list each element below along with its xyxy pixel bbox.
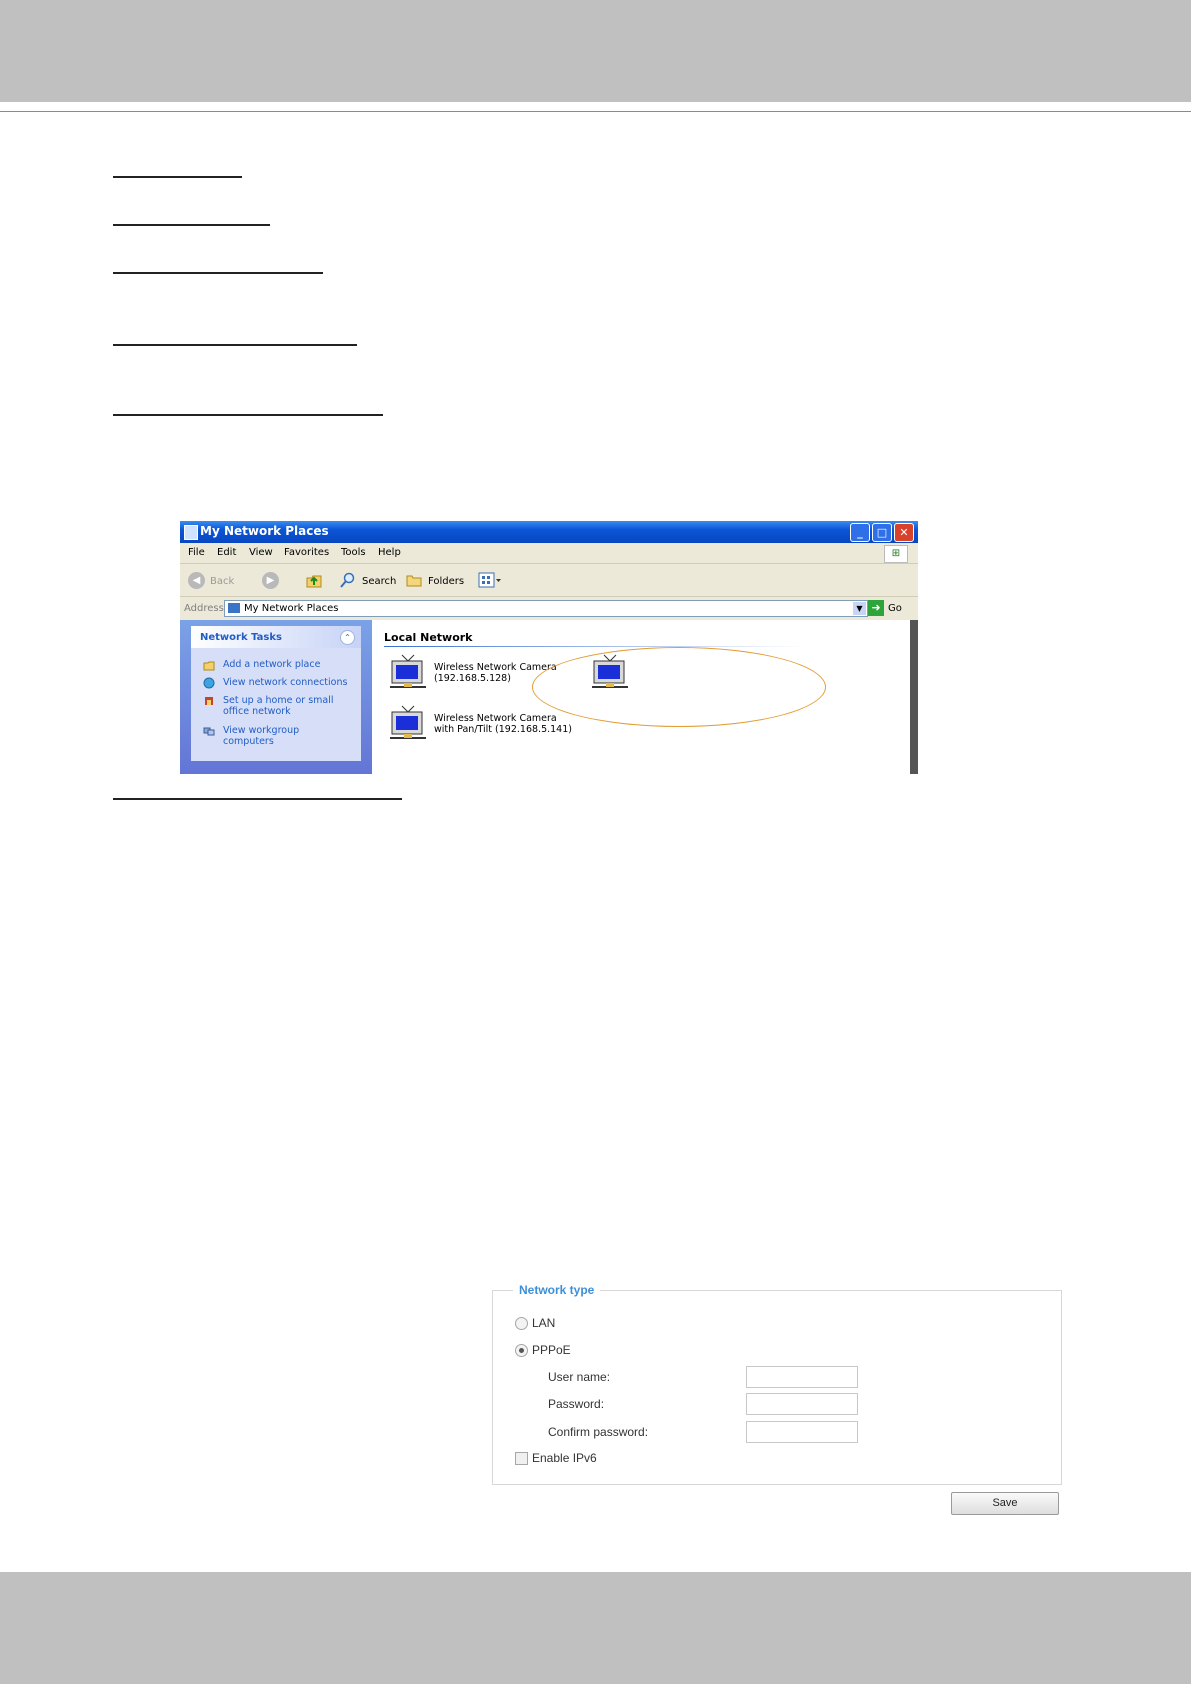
underline-4 (113, 344, 357, 346)
views-icon[interactable] (478, 572, 502, 588)
menu-bar (180, 543, 918, 564)
go-label[interactable]: Go (888, 603, 902, 614)
folders-label[interactable]: Folders (428, 576, 465, 587)
page-footer-band (0, 1572, 1191, 1684)
lan-radio[interactable] (515, 1317, 528, 1330)
menu-favorites[interactable]: Favorites (284, 547, 330, 558)
back-label[interactable]: Back (210, 576, 235, 587)
menu-file[interactable]: File (188, 547, 205, 558)
explorer-window (180, 521, 918, 774)
forward-arrow-icon[interactable]: ▶ (262, 572, 279, 589)
address-bar (180, 597, 918, 619)
back-arrow-icon[interactable]: ◀ (188, 572, 205, 589)
password-input[interactable] (746, 1393, 858, 1415)
underline-3 (113, 272, 323, 274)
enable-ipv6-label: Enable IPv6 (532, 1451, 597, 1465)
network-camera-icon[interactable] (386, 647, 430, 691)
network-type-legend: Network type (513, 1283, 600, 1297)
task-view-workgroup[interactable] (203, 725, 353, 747)
network-type-fieldset (492, 1283, 1062, 1485)
network-tasks-title: Network Tasks (200, 632, 282, 643)
search-icon[interactable] (340, 572, 356, 588)
network-connections-icon (203, 677, 215, 689)
search-label[interactable]: Search (362, 576, 397, 587)
save-button[interactable]: Save (951, 1492, 1059, 1515)
windows-logo-icon: ⊞ (884, 545, 908, 563)
user-name-input[interactable] (746, 1366, 858, 1388)
lan-label: LAN (532, 1316, 556, 1330)
title-bar (180, 521, 918, 543)
close-button[interactable]: ✕ (894, 523, 914, 542)
menu-view[interactable]: View (249, 547, 273, 558)
network-places-icon (228, 603, 240, 613)
underline-2 (113, 224, 270, 226)
enable-ipv6-checkbox[interactable] (515, 1452, 528, 1465)
address-field[interactable] (224, 600, 868, 617)
pppoe-label: PPPoE (532, 1343, 571, 1357)
task-pane (180, 620, 372, 774)
local-network-heading: Local Network (384, 631, 473, 644)
network-tasks-header[interactable] (191, 626, 361, 648)
collapse-icon[interactable]: ⌃ (340, 630, 355, 645)
workgroup-icon (203, 725, 215, 737)
menu-edit[interactable]: Edit (217, 547, 237, 558)
address-value: My Network Places (244, 603, 339, 614)
pppoe-radio[interactable] (515, 1344, 528, 1357)
confirm-password-input[interactable] (746, 1421, 858, 1443)
menu-help[interactable]: Help (378, 547, 401, 558)
folders-icon[interactable] (406, 572, 422, 588)
task-setup-home-network[interactable] (203, 695, 353, 719)
network-tasks-panel (191, 626, 361, 761)
camera-label-2[interactable]: Wireless Network Camera with Pan/Tilt (192.168.5.141) (434, 713, 572, 735)
chevron-down-icon[interactable]: ▼ (853, 602, 866, 615)
task-label: Add a network place (223, 659, 321, 670)
highlight-ellipse (532, 647, 826, 727)
password-label: Password: (548, 1397, 605, 1411)
underline-1 (113, 176, 242, 178)
network-places-icon (184, 525, 198, 540)
page-header-band (0, 0, 1191, 102)
maximize-button[interactable]: □ (872, 523, 892, 542)
task-view-connections[interactable] (203, 677, 353, 689)
task-label: View workgroup computers (223, 725, 300, 747)
minimize-button[interactable]: _ (850, 523, 870, 542)
toolbar (180, 564, 918, 597)
task-add-network-place[interactable] (203, 659, 353, 671)
camera-label-1[interactable]: Wireless Network Camera (192.168.5.128) (434, 662, 557, 684)
confirm-password-label: Confirm password: (548, 1425, 649, 1439)
go-arrow-icon[interactable]: ➜ (868, 600, 884, 616)
header-rule (0, 111, 1191, 112)
user-name-label: User name: (548, 1370, 611, 1384)
folder-up-icon[interactable] (306, 572, 322, 588)
add-place-icon (203, 659, 215, 671)
menu-tools[interactable]: Tools (341, 547, 366, 558)
address-label: Address (184, 603, 224, 614)
task-label: View network connections (223, 677, 348, 688)
underline-6 (113, 798, 402, 800)
home-network-icon (203, 695, 215, 707)
underline-5 (113, 414, 383, 416)
task-label: Set up a home or small office network (223, 695, 334, 717)
window-title: My Network Places (200, 524, 329, 538)
scrollbar[interactable] (910, 620, 918, 774)
network-camera-icon[interactable] (386, 698, 430, 742)
